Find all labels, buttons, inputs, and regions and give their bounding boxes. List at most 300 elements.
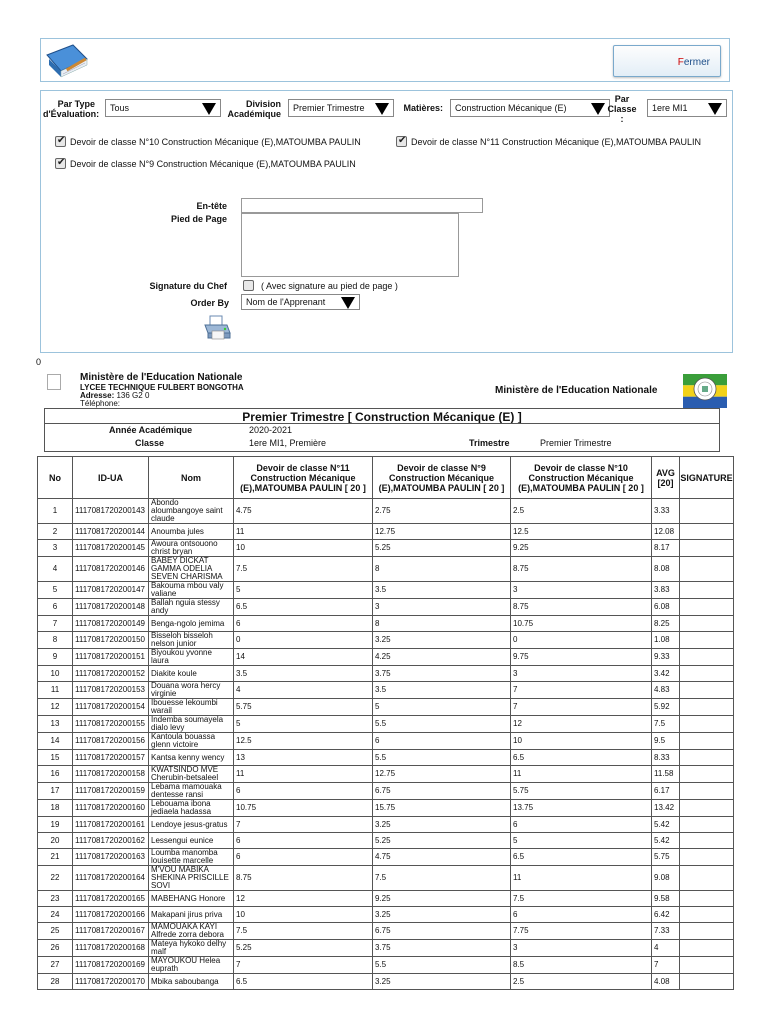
cell-signature <box>680 733 734 750</box>
report-ministry: Ministère de l'Education Nationale <box>80 372 243 383</box>
division-value: Premier Trimestre <box>293 103 365 113</box>
cell-no: 28 <box>38 974 73 990</box>
trim-label: Trimestre <box>469 438 510 448</box>
cell-devoir-9: 6.75 <box>373 923 511 940</box>
cell-id: 1117081720200144 <box>73 524 149 540</box>
eval-type-value: Tous <box>110 103 130 113</box>
col-devoir-9: Devoir de classe N°9 Construction Mécanique (E),MATOUMBA PAULIN [ 20 ] <box>373 457 511 499</box>
cell-no: 27 <box>38 957 73 974</box>
cell-no: 11 <box>38 682 73 699</box>
cell-signature <box>680 974 734 990</box>
cell-devoir-9: 6.75 <box>373 783 511 800</box>
cell-nom: M'VOU MABIKA SHEKINA PRISCILLE SOVI <box>149 866 234 891</box>
cell-devoir-10: 6 <box>511 817 652 833</box>
cell-nom: MAYOUKOU Helea euprath <box>149 957 234 974</box>
cell-devoir-10: 9.25 <box>511 540 652 557</box>
cell-nom: BABEY DICKAT GAMMA ODELIA SEVEN CHARISMA <box>149 557 234 582</box>
cell-id: 1117081720200155 <box>73 716 149 733</box>
top-bar <box>40 38 730 82</box>
cell-devoir-10: 12 <box>511 716 652 733</box>
table-row <box>38 957 734 974</box>
filter-panel <box>40 90 733 353</box>
table-row <box>38 557 734 582</box>
cell-id: 1117081720200147 <box>73 582 149 599</box>
cell-no: 19 <box>38 817 73 833</box>
cell-devoir-11: 6.5 <box>234 974 373 990</box>
cell-devoir-11: 5.25 <box>234 940 373 957</box>
cell-devoir-10: 0 <box>511 632 652 649</box>
cell-devoir-9: 5.25 <box>373 833 511 849</box>
cell-signature <box>680 817 734 833</box>
cell-devoir-11: 13 <box>234 750 373 766</box>
cell-nom: Ibouesse lekoumbi warail <box>149 699 234 716</box>
cell-devoir-9: 4.25 <box>373 649 511 666</box>
cell-nom: MABEHANG Honore <box>149 891 234 907</box>
cell-devoir-9: 5.5 <box>373 716 511 733</box>
col-no: No <box>38 457 73 499</box>
cell-signature <box>680 699 734 716</box>
report-title: Premier Trimestre [ Construction Mécanique (E) ] <box>242 410 522 424</box>
cell-devoir-10: 10 <box>511 733 652 750</box>
cell-devoir-11: 8.75 <box>234 866 373 891</box>
cell-devoir-10: 9.75 <box>511 649 652 666</box>
cell-id: 1117081720200170 <box>73 974 149 990</box>
cell-devoir-10: 11 <box>511 866 652 891</box>
cell-no: 13 <box>38 716 73 733</box>
cell-avg: 5.42 <box>652 817 680 833</box>
cell-signature <box>680 649 734 666</box>
cell-signature <box>680 524 734 540</box>
cell-devoir-10: 6.5 <box>511 750 652 766</box>
signature-text: ( Avec signature au pied de page ) <box>261 280 398 291</box>
col-signature: SIGNATURE <box>680 457 734 499</box>
cell-id: 1117081720200161 <box>73 817 149 833</box>
cell-no: 5 <box>38 582 73 599</box>
cell-no: 3 <box>38 540 73 557</box>
cell-nom: Kantoula bouassa glenn victoire <box>149 733 234 750</box>
cell-devoir-11: 5.75 <box>234 699 373 716</box>
cell-devoir-10: 11 <box>511 766 652 783</box>
table-row <box>38 891 734 907</box>
table-row <box>38 974 734 990</box>
cell-id: 1117081720200154 <box>73 699 149 716</box>
cell-no: 22 <box>38 866 73 891</box>
col-devoir-10: Devoir de classe N°10 Construction Mécanique (E),MATOUMBA PAULIN [ 20 ] <box>511 457 652 499</box>
cell-devoir-10: 3 <box>511 940 652 957</box>
cell-no: 25 <box>38 923 73 940</box>
cell-signature <box>680 682 734 699</box>
class-label: Par Classe : <box>607 94 637 124</box>
cell-signature <box>680 957 734 974</box>
report-school: LYCEE TECHNIQUE FULBERT BONGOTHA <box>80 383 244 392</box>
subjects-select[interactable] <box>450 99 610 117</box>
cell-nom: KWATSINDO MVE Cherubin-betsaleel <box>149 766 234 783</box>
cell-no: 10 <box>38 666 73 682</box>
table-row <box>38 833 734 849</box>
devoir-11-checkbox[interactable] <box>396 136 701 147</box>
checkbox-label: Devoir de classe N°11 Construction Mécanique (E),MATOUMBA PAULIN <box>411 136 702 147</box>
cell-id: 1117081720200167 <box>73 923 149 940</box>
cell-devoir-9: 3.25 <box>373 632 511 649</box>
cell-devoir-9: 3.5 <box>373 682 511 699</box>
cell-devoir-9: 5 <box>373 699 511 716</box>
cell-devoir-11: 5 <box>234 582 373 599</box>
division-label: Division Académique <box>227 99 281 119</box>
cell-avg: 5.42 <box>652 833 680 849</box>
cell-no: 17 <box>38 783 73 800</box>
checkbox-icon[interactable] <box>55 136 66 147</box>
cell-devoir-9: 8 <box>373 616 511 632</box>
cell-no: 15 <box>38 750 73 766</box>
cell-avg: 3.33 <box>652 499 680 524</box>
cell-devoir-9: 7.5 <box>373 866 511 891</box>
cell-signature <box>680 540 734 557</box>
cell-signature <box>680 923 734 940</box>
broken-image-icon <box>47 374 61 390</box>
cell-id: 1117081720200150 <box>73 632 149 649</box>
class-value-report: 1ere MI1, Première <box>249 438 327 448</box>
table-row <box>38 499 734 524</box>
cell-signature <box>680 557 734 582</box>
table-row <box>38 923 734 940</box>
table-row <box>38 582 734 599</box>
cell-avg: 4.83 <box>652 682 680 699</box>
cell-avg: 4.08 <box>652 974 680 990</box>
cell-devoir-9: 12.75 <box>373 524 511 540</box>
table-row <box>38 616 734 632</box>
cell-devoir-11: 6.5 <box>234 599 373 616</box>
checkbox-icon[interactable] <box>243 280 254 291</box>
cell-no: 21 <box>38 849 73 866</box>
cell-avg: 9.58 <box>652 891 680 907</box>
cell-avg: 6.42 <box>652 907 680 923</box>
cell-nom: Abondo aloumbangoye saint claude <box>149 499 234 524</box>
cell-devoir-10: 13.75 <box>511 800 652 817</box>
class-select[interactable] <box>647 99 727 117</box>
table-row <box>38 733 734 750</box>
cell-devoir-11: 6 <box>234 616 373 632</box>
devoir-10-checkbox[interactable] <box>55 136 361 147</box>
gabon-flag-icon <box>683 374 727 408</box>
cell-devoir-11: 6 <box>234 783 373 800</box>
cell-id: 1117081720200153 <box>73 682 149 699</box>
table-row <box>38 599 734 616</box>
cell-nom: Mateya hykoko delhy malf <box>149 940 234 957</box>
cell-signature <box>680 866 734 891</box>
cell-devoir-10: 5 <box>511 833 652 849</box>
cell-devoir-11: 3.5 <box>234 666 373 682</box>
signature-checkbox[interactable] <box>243 280 398 291</box>
cell-avg: 6.17 <box>652 783 680 800</box>
checkbox-icon[interactable] <box>396 136 407 147</box>
cell-signature <box>680 599 734 616</box>
table-row <box>38 800 734 817</box>
cell-devoir-10: 3 <box>511 666 652 682</box>
cell-avg: 3.83 <box>652 582 680 599</box>
cell-avg: 9.5 <box>652 733 680 750</box>
division-select[interactable] <box>288 99 394 117</box>
cell-devoir-10: 7 <box>511 682 652 699</box>
table-row <box>38 699 734 716</box>
cell-devoir-9: 3.75 <box>373 940 511 957</box>
cell-devoir-10: 2.5 <box>511 499 652 524</box>
cell-avg: 11.58 <box>652 766 680 783</box>
cell-devoir-11: 7.5 <box>234 923 373 940</box>
report-info-box <box>44 408 720 452</box>
col-devoir-11: Devoir de classe N°11 Construction Mécanique (E),MATOUMBA PAULIN [ 20 ] <box>234 457 373 499</box>
cell-avg: 9.33 <box>652 649 680 666</box>
eval-type-label: Par Type d'Évaluation: <box>43 99 100 119</box>
class-label-report: Classe <box>135 438 165 448</box>
cell-devoir-11: 4.75 <box>234 499 373 524</box>
chevron-down-icon <box>591 103 605 115</box>
cell-no: 8 <box>38 632 73 649</box>
entete-label: En-tête <box>196 201 227 211</box>
close-button[interactable]: Fermer <box>613 45 721 77</box>
table-row <box>38 666 734 682</box>
cell-signature <box>680 891 734 907</box>
cell-id: 1117081720200165 <box>73 891 149 907</box>
cell-avg: 7.33 <box>652 923 680 940</box>
footer-textarea[interactable] <box>241 213 459 277</box>
cell-nom: Lessengui eunice <box>149 833 234 849</box>
cell-devoir-9: 4.75 <box>373 849 511 866</box>
table-row <box>38 817 734 833</box>
cell-id: 1117081720200149 <box>73 616 149 632</box>
cell-devoir-10: 6 <box>511 907 652 923</box>
cell-nom: Bisseloh bisseloh nelson junior <box>149 632 234 649</box>
cell-devoir-11: 6 <box>234 849 373 866</box>
chevron-down-icon <box>202 103 216 115</box>
printer-icon[interactable] <box>203 315 231 341</box>
cell-signature <box>680 582 734 599</box>
devoir-9-checkbox[interactable] <box>55 158 356 169</box>
cell-no: 7 <box>38 616 73 632</box>
cell-signature <box>680 716 734 733</box>
table-header-row <box>38 457 734 499</box>
cell-no: 20 <box>38 833 73 849</box>
footer-label: Pied de Page <box>170 214 227 224</box>
cell-avg: 1.08 <box>652 632 680 649</box>
cell-id: 1117081720200166 <box>73 907 149 923</box>
cell-no: 9 <box>38 649 73 666</box>
cell-signature <box>680 632 734 649</box>
cell-devoir-10: 5.75 <box>511 783 652 800</box>
table-row <box>38 750 734 766</box>
cell-nom: Kantsa kenny wency <box>149 750 234 766</box>
cell-nom: Awoura ontsouono christ bryan <box>149 540 234 557</box>
cell-devoir-11: 6 <box>234 833 373 849</box>
cell-signature <box>680 940 734 957</box>
book-icon <box>43 41 91 81</box>
orderby-value: Nom de l'Apprenant <box>246 297 326 307</box>
cell-avg: 13.42 <box>652 800 680 817</box>
subjects-value: Construction Mécanique (E) <box>455 103 567 113</box>
cell-id: 1117081720200143 <box>73 499 149 524</box>
report-phone: Téléphone: <box>80 399 121 408</box>
cell-devoir-9: 6 <box>373 733 511 750</box>
cell-avg: 7.5 <box>652 716 680 733</box>
cell-devoir-10: 8.5 <box>511 957 652 974</box>
cell-id: 1117081720200164 <box>73 866 149 891</box>
address-label: Adresse: <box>80 391 115 400</box>
cell-devoir-9: 2.75 <box>373 499 511 524</box>
cell-no: 18 <box>38 800 73 817</box>
cell-no: 23 <box>38 891 73 907</box>
cell-avg: 8.08 <box>652 557 680 582</box>
cell-id: 1117081720200168 <box>73 940 149 957</box>
table-row <box>38 524 734 540</box>
cell-id: 1117081720200156 <box>73 733 149 750</box>
cell-nom: Biyoukou yvonne laura <box>149 649 234 666</box>
orderby-select[interactable] <box>241 294 360 310</box>
cell-devoir-9: 3.25 <box>373 907 511 923</box>
checkbox-label: Devoir de classe N°10 Construction Mécanique (E),MATOUMBA PAULIN <box>70 136 361 147</box>
col-id: ID-UA <box>73 457 149 499</box>
zero-text: 0 <box>36 357 42 367</box>
cell-nom: Ballah nguia stessy andy <box>149 599 234 616</box>
cell-no: 16 <box>38 766 73 783</box>
cell-nom: Mbika saboubanga <box>149 974 234 990</box>
cell-devoir-11: 4 <box>234 682 373 699</box>
cell-nom: Lebouama ibona jediaela hadassa <box>149 800 234 817</box>
cell-devoir-9: 12.75 <box>373 766 511 783</box>
cell-devoir-11: 7 <box>234 957 373 974</box>
cell-devoir-9: 5.5 <box>373 957 511 974</box>
cell-devoir-10: 8.75 <box>511 557 652 582</box>
cell-avg: 7 <box>652 957 680 974</box>
address-value: 136 G2 0 <box>116 391 150 400</box>
subjects-label: Matières: <box>403 103 443 113</box>
trim-value: Premier Trimestre <box>540 438 612 448</box>
cell-devoir-11: 10 <box>234 907 373 923</box>
cell-nom: Bakouma mbou valy valiane <box>149 582 234 599</box>
cell-devoir-10: 10.75 <box>511 616 652 632</box>
cell-signature <box>680 666 734 682</box>
cell-signature <box>680 616 734 632</box>
cell-nom: Indemba soumayela dialo levy <box>149 716 234 733</box>
cell-id: 1117081720200145 <box>73 540 149 557</box>
cell-no: 26 <box>38 940 73 957</box>
class-value: 1ere MI1 <box>652 103 688 113</box>
cell-devoir-10: 3 <box>511 582 652 599</box>
cell-nom: Benga-ngolo jemima <box>149 616 234 632</box>
table-row <box>38 540 734 557</box>
table-row <box>38 849 734 866</box>
cell-id: 1117081720200158 <box>73 766 149 783</box>
cell-nom: Douana wora hercy virginie <box>149 682 234 699</box>
eval-type-select[interactable] <box>105 99 221 117</box>
cell-avg: 8.25 <box>652 616 680 632</box>
cell-avg: 5.75 <box>652 849 680 866</box>
cell-nom: Anoumba jules <box>149 524 234 540</box>
cell-id: 1117081720200160 <box>73 800 149 817</box>
table-row <box>38 783 734 800</box>
orderby-label: Order By <box>190 298 229 308</box>
table-row <box>38 649 734 666</box>
cell-devoir-11: 7 <box>234 817 373 833</box>
cell-id: 1117081720200162 <box>73 833 149 849</box>
cell-devoir-9: 9.25 <box>373 891 511 907</box>
cell-devoir-10: 12.5 <box>511 524 652 540</box>
cell-avg: 8.17 <box>652 540 680 557</box>
cell-id: 1117081720200151 <box>73 649 149 666</box>
cell-devoir-11: 10.75 <box>234 800 373 817</box>
chevron-down-icon <box>341 297 355 309</box>
checkbox-label: Devoir de classe N°9 Construction Mécanique (E),MATOUMBA PAULIN <box>70 158 356 169</box>
cell-signature <box>680 499 734 524</box>
cell-avg: 6.08 <box>652 599 680 616</box>
year-value: 2020-2021 <box>249 425 293 435</box>
chevron-down-icon <box>708 103 722 115</box>
table-row <box>38 682 734 699</box>
col-nom: Nom <box>149 457 234 499</box>
entete-input[interactable] <box>241 198 483 213</box>
cell-devoir-9: 3.25 <box>373 817 511 833</box>
cell-signature <box>680 833 734 849</box>
cell-nom: Lebama mamouaka dentesse ransi <box>149 783 234 800</box>
table-row <box>38 940 734 957</box>
cell-id: 1117081720200148 <box>73 599 149 616</box>
cell-id: 1117081720200163 <box>73 849 149 866</box>
cell-devoir-10: 6.5 <box>511 849 652 866</box>
cell-id: 1117081720200169 <box>73 957 149 974</box>
cell-avg: 12.08 <box>652 524 680 540</box>
cell-id: 1117081720200157 <box>73 750 149 766</box>
report-ministry-right: Ministère de l'Education Nationale <box>495 385 658 396</box>
chevron-down-icon <box>375 103 389 115</box>
checkbox-icon[interactable] <box>55 158 66 169</box>
cell-devoir-10: 7 <box>511 699 652 716</box>
cell-devoir-11: 0 <box>234 632 373 649</box>
cell-id: 1117081720200159 <box>73 783 149 800</box>
cell-nom: Makapani jirus priva <box>149 907 234 923</box>
cell-devoir-11: 10 <box>234 540 373 557</box>
signature-label: Signature du Chef <box>149 281 227 291</box>
cell-avg: 5.92 <box>652 699 680 716</box>
cell-avg: 9.08 <box>652 866 680 891</box>
table-row <box>38 766 734 783</box>
cell-no: 12 <box>38 699 73 716</box>
cell-signature <box>680 783 734 800</box>
col-avg: AVG [20] <box>652 457 680 499</box>
grades-table <box>37 456 734 990</box>
cell-signature <box>680 849 734 866</box>
cell-no: 24 <box>38 907 73 923</box>
cell-devoir-9: 3.75 <box>373 666 511 682</box>
cell-nom: MAMOUAKA KAYI Alfrede zorra debora <box>149 923 234 940</box>
cell-devoir-10: 7.5 <box>511 891 652 907</box>
cell-devoir-9: 3.5 <box>373 582 511 599</box>
cell-no: 14 <box>38 733 73 750</box>
cell-signature <box>680 750 734 766</box>
cell-no: 6 <box>38 599 73 616</box>
cell-nom: Loumba manomba louisette marcelle <box>149 849 234 866</box>
cell-nom: Diakite koule <box>149 666 234 682</box>
cell-devoir-9: 3 <box>373 599 511 616</box>
cell-devoir-11: 12.5 <box>234 733 373 750</box>
table-row <box>38 907 734 923</box>
cell-devoir-11: 11 <box>234 524 373 540</box>
cell-devoir-9: 15.75 <box>373 800 511 817</box>
year-label: Année Académique <box>109 425 193 435</box>
cell-devoir-10: 8.75 <box>511 599 652 616</box>
cell-devoir-9: 5.5 <box>373 750 511 766</box>
cell-devoir-11: 14 <box>234 649 373 666</box>
cell-signature <box>680 800 734 817</box>
cell-devoir-9: 5.25 <box>373 540 511 557</box>
table-row <box>38 716 734 733</box>
